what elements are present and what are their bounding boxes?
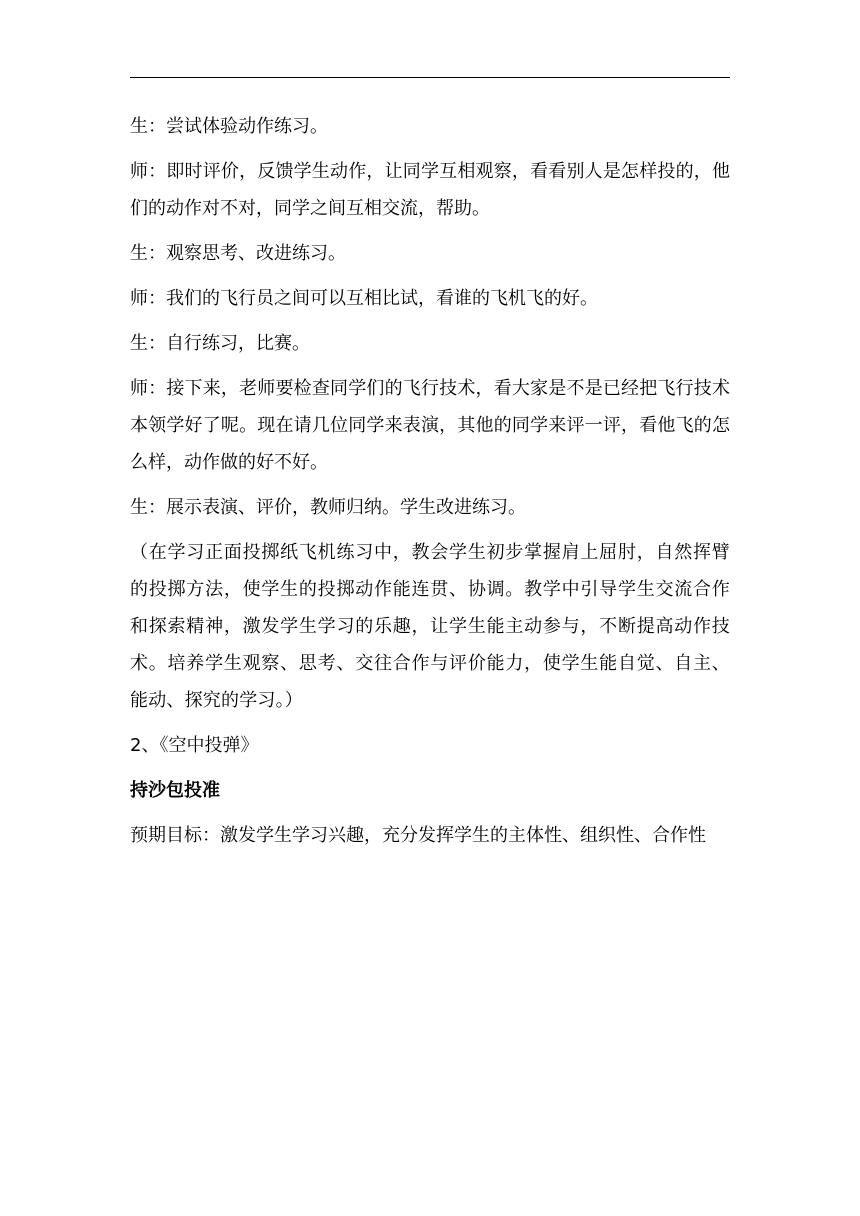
- header-rule: [130, 77, 730, 78]
- paragraph-student-observe: 生：观察思考、改进练习。: [130, 243, 346, 264]
- paragraph-expected-goal: 预期目标：激发学生学习兴趣，充分发挥学生的主体性、组织性、合作性: [130, 825, 706, 846]
- paragraph-student-show: 生：展示表演、评价，教师归纳。学生改进练习。: [130, 497, 526, 518]
- paragraph-student-practice: 生：自行练习，比赛。: [130, 333, 310, 354]
- paragraph-teacher-check: 师：接下来，老师要检查同学们的飞行技术，看大家是不是已经把飞行技术本领学好了呢。现在请几位同学来表演，其他的同学来评一评，看他飞的怎么样，动作做的好不好。: [130, 378, 730, 473]
- paragraph-teacher-compete: 师：我们的飞行员之间可以互相比试，看谁的飞机飞的好。: [130, 288, 598, 309]
- section-heading-air-throw: 2、《空中投弹》: [130, 735, 259, 756]
- subheading-sandbag-aim: 持沙包投准: [130, 780, 220, 801]
- paragraph-student-try: 生：尝试体验动作练习。: [130, 116, 328, 137]
- document-body: [130, 108, 730, 862]
- paragraph-teacher-evaluate: 师：即时评价，反馈学生动作，让同学互相观察，看看别人是怎样投的，他们的动作对不对，同学之间互相交流，帮助。: [130, 161, 730, 219]
- paragraph-teaching-note: （在学习正面投掷纸飞机练习中，教会学生初步掌握肩上屈肘，自然挥臂的投掷方法，使学生的投掷动作能连贯、协调。教学中引导学生交流合作和探索精神，激发学生学习的乐趣，让学生能主动参与，不断提高动作技术。培养学生观察、思考、交往合作与评价能力，使学生能自觉、自主、能动、探究的学习。）: [130, 542, 730, 711]
